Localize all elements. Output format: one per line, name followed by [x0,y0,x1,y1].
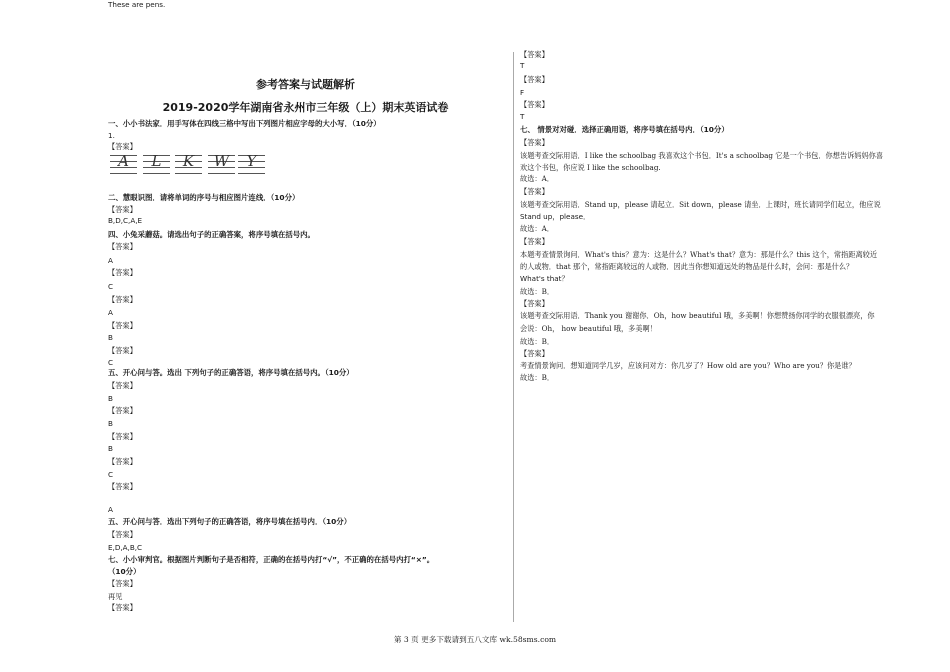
answer-line: 故选：B． [520,337,555,346]
answer-line: 故选：A． [520,224,554,233]
handwritten-letter: A [118,152,129,170]
handwriting-grid [175,151,202,177]
section-heading: 七、小小审判官。根据图片判断句子是否相符，正确的在括号内打“√”，不正确的在括号内打“×”。 [108,555,435,564]
answer-line: 【答案】 [520,138,549,147]
answer-line: B [108,419,113,428]
answer-line: 【答案】 [108,432,137,441]
section-heading: 四、小兔采蘑菇。请选出句子的正确答案，将序号填在括号内。 [108,230,315,239]
answer-line: E,D,A,B,C [108,543,143,552]
handwriting-grid [238,151,265,177]
grid-line [175,173,202,174]
answer-line: 该题考查交际用语．Stand up，please 请起立．Sit down，please 请坐．上课时，班长请同学们起立，他应说 [520,200,881,209]
answer-line: 故选：A． [520,174,554,183]
page-footer: 第 3 页 更多下载请到五八文库 wk.58sms.com [393,635,557,644]
answer-line: B [108,394,113,403]
answer-line: 【答案】 [108,242,137,251]
answer-line: 【答案】 [520,75,549,84]
answer-line: 【答案】 [108,321,137,330]
handwriting-grid [143,151,170,177]
answer-line: 【答案】 [108,142,137,151]
answer-line: 【答案】 [108,346,137,355]
answer-line: B [108,444,113,453]
answer-line: 【答案】 [108,205,137,214]
section-heading: （10分） [108,567,141,576]
answer-line: 的人或物．that 那个，常指距离较远的人或物．因此当你想知道远处的物品是什么时，会问：那是什么？ [520,262,854,271]
answer-line: 欢这个书包，你应说 I like the schoolbag. [520,163,661,172]
answer-line: 会说：Oh， how beautiful 哦，多美啊！ [520,324,657,333]
answer-line: 考查情景询问．想知道同学几岁，应该问对方：你几岁了？How old are you？Who are you？你是谁？ [520,361,856,370]
answer-line: C [108,282,114,291]
answer-line: 再见 [108,592,123,601]
answer-line: 【答案】 [108,406,137,415]
handwriting-grid [110,151,137,177]
answer-line: 本题考查情景询问．What's this？意为：这是什么？What's that？意为：那是什么？this 这个，常指距离较近 [520,250,878,259]
answer-line: A [108,308,113,317]
grid-line [143,173,170,174]
answer-line: T [520,112,525,121]
answer-line: 【答案】 [108,381,137,390]
answer-line: B [108,333,113,342]
handwritten-letter: Y [246,152,257,170]
answer-line: 1. [108,131,115,140]
grid-line [238,173,265,174]
answer-line: B,D,C,A,E [108,216,143,225]
answer-line: These are pens. [108,0,166,9]
answer-line: 【答案】 [108,295,137,304]
answer-line: Stand up，please． [520,212,591,221]
answer-line: F [520,88,525,97]
answer-line: What's that？ [520,274,569,283]
answer-line: 【答案】 [520,237,549,246]
answer-line: A [108,505,113,514]
answer-line: C [108,358,114,367]
grid-line [208,173,235,174]
section-heading: 五、开心问与答。选出 下列句子的正确答语，将序号填在括号内。（10分） [108,368,354,377]
answer-line: C [108,470,114,479]
section-heading: 五、开心问与答．选出下列句子的正确答语，将序号填在括号内．（10分） [108,517,352,526]
answer-line: 【答案】 [520,299,549,308]
answer-line: 【答案】 [108,457,137,466]
answer-line: 【答案】 [108,530,137,539]
handwritten-letter: W [213,152,230,170]
answer-line: 【答案】 [108,482,137,491]
handwriting-grid [208,151,235,177]
answer-line: T [520,61,525,70]
answer-line: 【答案】 [520,100,549,109]
handwritten-letter: L [151,152,162,170]
section-heading: 二、慧眼识图．请将单词的序号与相应图片连线．（10分） [108,193,300,202]
handwritten-letter: K [182,152,195,170]
answer-line: 【答案】 [520,187,549,196]
answer-title: 参考答案与试题解析 [256,78,355,91]
answer-line: A [108,256,113,265]
answer-line: 【答案】 [520,349,549,358]
answer-line: 【答案】 [108,268,137,277]
answer-line: 【答案】 [108,579,137,588]
answer-line: 故选：B． [520,373,555,382]
answer-line: 故选：B． [520,287,555,296]
exam-title: 2019-2020学年湖南省永州市三年级（上）期末英语试卷 [162,101,449,114]
column-divider [513,52,514,622]
section-heading: 七、 情景对对碰．选择正确用语，将序号填在括号内．（10分） [520,125,729,134]
answer-line: 该题考查交际用语．I like the schoolbag 我喜欢这个书包．It's a schoolbag 它是一个书包．你想告诉妈妈你喜 [520,151,884,160]
answer-line: 【答案】 [108,603,137,612]
answer-line: 【答案】 [520,50,549,59]
section-heading: 一、小小书法家．用手写体在四线三格中写出下列图片相应字母的大小写．（10分） [108,119,381,128]
grid-line [110,173,137,174]
answer-line: 该题考查交际用语．Thank you 谢谢你．Oh，how beautiful 哦，多美啊！你想赞扬你同学的衣服很漂亮，你 [520,311,875,320]
